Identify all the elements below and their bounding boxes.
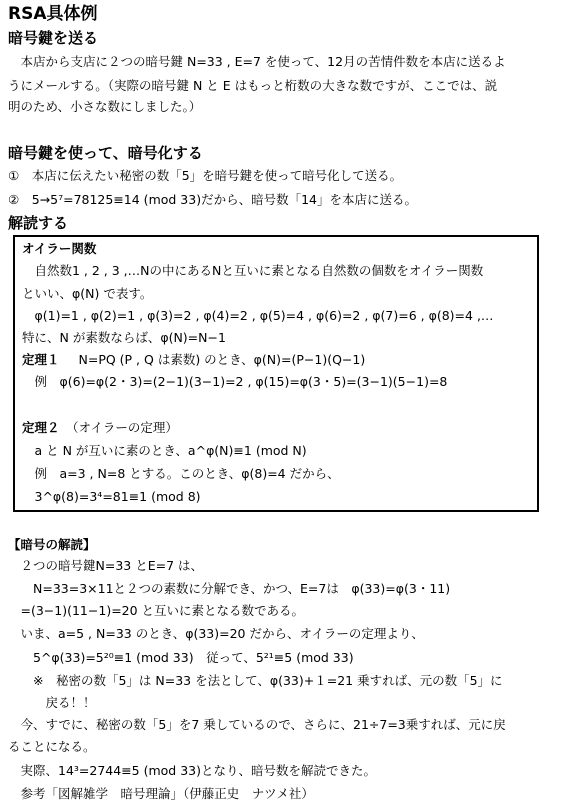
box-line: といい、φ(N) で表す。 <box>22 286 153 301</box>
theorem-1-label: 定理１ <box>22 352 60 367</box>
page-title: RSA具体例 <box>8 4 98 24</box>
decoding-line: N=33=3×11と２つの素数に分解でき、かつ、E=7は φ(33)=φ(3・11) <box>8 581 451 596</box>
decoding-line: 今、すでに、秘密の数「5」を7 乗しているので、さらに、21÷7=3乗すれば、元に戻 <box>8 717 506 732</box>
box-line: 特に、N が素数ならば、φ(N)=N−1 <box>22 330 226 345</box>
paragraph-line: 明のため、小さな数にしました。） <box>8 99 202 114</box>
theorem-2-title: （オイラーの定理） <box>66 420 178 435</box>
decoding-line: ることになる。 <box>8 739 96 754</box>
paragraph-line: 本店から支店に２つの暗号鍵 N=33 , E=7 を使って、12月の苦情件数を本店に送るよ <box>8 54 506 69</box>
decoding-line: 戻る！！ <box>8 695 96 710</box>
decoding-line: いま、a=5 , N=33 のとき、φ(33)=20 だから、オイラーの定理より、 <box>8 626 424 641</box>
paragraph-line: うにメールする。（実際の暗号鍵 N と E はもっと桁数の大きな数ですが、ここでは、説 <box>8 78 498 93</box>
theorem-2-label: 定理２ <box>22 420 60 435</box>
box-line: a と N が互いに素のとき、a^φ(N)≡1 (mod N) <box>22 443 307 458</box>
box-line: 例 a=3 , N=8 とする。このとき、φ(8)=4 だから、 <box>22 466 340 481</box>
euler-title: オイラー関数 <box>22 241 97 256</box>
section-heading-send-key: 暗号鍵を送る <box>8 29 99 47</box>
decoding-line: ※ 秘密の数「5」は N=33 を法として、φ(33)+１=21 乗すれば、元の数「5」に <box>8 673 503 688</box>
decoding-line: 実際、14³=2744≡5 (mod 33)となり、暗号数を解読できた。 <box>8 763 376 778</box>
box-line: φ(1)=1 , φ(2)=1 , φ(3)=2 , φ(4)=2 , φ(5)=4 , φ(6)=2 , φ(7)=6 , φ(8)=4 ,… <box>22 308 494 323</box>
box-line: 3^φ(8)=3⁴=81≡1 (mod 8) <box>22 489 201 504</box>
section-heading-encrypt: 暗号鍵を使って、暗号化する <box>8 144 203 162</box>
step-line: ① 本店に伝えたい秘密の数「5」を暗号鍵を使って暗号化して送る。 <box>8 168 403 183</box>
step-line: ② 5→5⁷=78125≡14 (mod 33)だから、暗号数「14」を本店に送る。 <box>8 192 417 207</box>
section-heading-decoding: 【暗号の解読】 <box>8 537 96 552</box>
box-line: 自然数1 , 2 , 3 ,…Nの中にあるNと互いに素となる自然数の個数をオイラー関数 <box>22 263 484 278</box>
theorem-1-text: N=PQ (P , Q は素数) のとき、φ(N)=(P−1)(Q−1) <box>66 352 366 367</box>
decoding-line: 5^φ(33)=5²⁰≡1 (mod 33) 従って、5²¹≡5 (mod 33) <box>8 650 354 665</box>
decoding-line: ２つの暗号鍵N=33 とE=7 は、 <box>8 558 204 573</box>
reference-line: 参考「図解雑学 暗号理論」（伊藤正史 ナツメ社） <box>8 786 314 801</box>
decoding-line: =(3−1)(11−1)=20 と互いに素となる数である。 <box>8 603 305 618</box>
theorem-1-example: 例 φ(6)=φ(2・3)=(2−1)(3−1)=2 , φ(15)=φ(3・5)=(3−1)(5−1)=8 <box>22 374 448 389</box>
section-heading-decrypt: 解読する <box>8 214 69 232</box>
